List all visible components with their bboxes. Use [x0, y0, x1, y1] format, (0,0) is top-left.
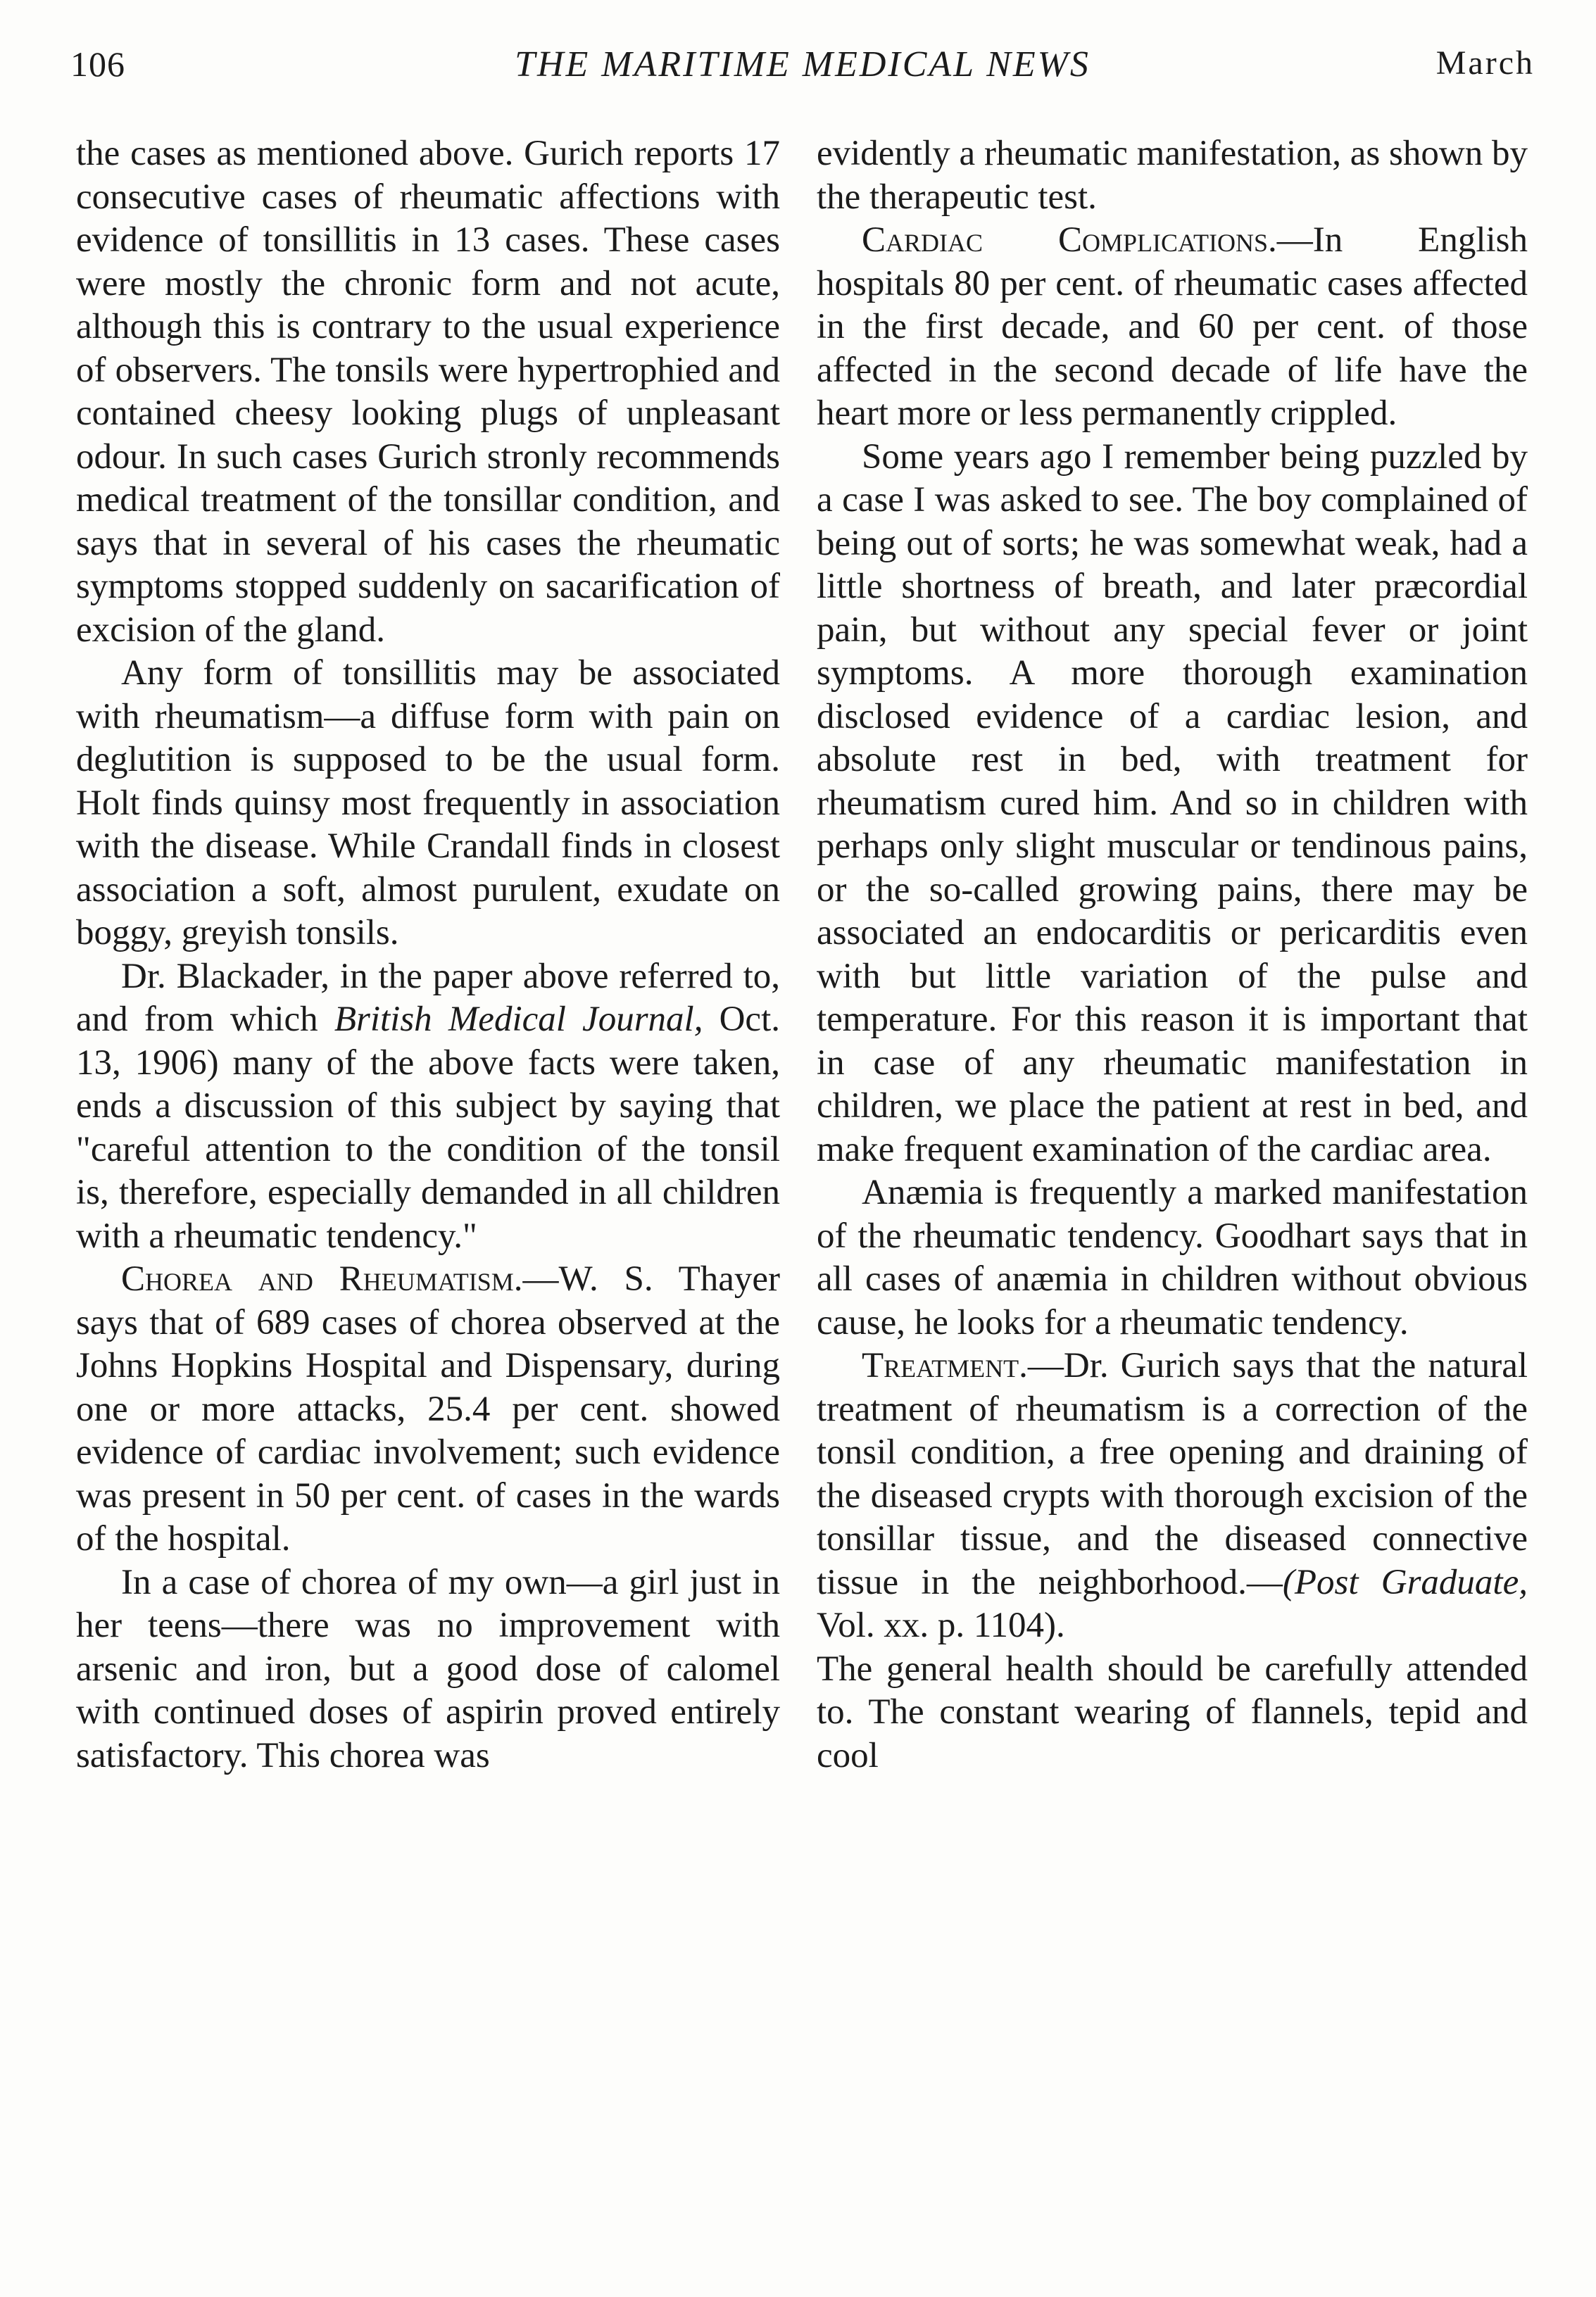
journal-title: THE MARITIME MEDICAL NEWS [515, 44, 1091, 84]
right-paragraph-5 [817, 1345, 1528, 1648]
right-paragraph-4: Anæmia is frequently a marked manifestation of the rheumatic tendency. Goodhart says that in all cases of anæmia in children without obvious cause, he looks for a rheumatic tendency. [817, 1173, 1528, 1342]
left-paragraph-1: the cases as mentioned above. Gurich reports 17 consecutive cases of rheumatic affections with evidence of tonsillitis in 13 cases. These cases were mostly the chronic form and not acute, although this is contrary to the usual experience of observers. The tonsils were hypertrophied and contained cheesy looking plugs of unpleasant odour. In such cases Gurich stronly recommends medical treatment of the tonsillar condition, and says that in several of his cases the rheumatic symptoms stopped suddenly on sacarification of excision of the gland. [76, 134, 780, 650]
right-paragraph-1: evidently a rheumatic manifestation, as shown by the therapeutic test. [817, 134, 1528, 217]
issue-month: March [1435, 44, 1535, 82]
right-paragraph-2 [817, 219, 1528, 436]
paragraph-text: —In English hospitals 80 per cent. of rheumatic cases affected in the first decade, and 60 per cent. of those affected in the second decade of life have the heart more or less permanently crippled. [817, 220, 1528, 433]
section-heading-treatment: Treatment. [862, 1346, 1028, 1385]
running-header [70, 44, 1535, 100]
section-heading-chorea: Chorea and Rheumatism. [121, 1259, 523, 1299]
page-number: 106 [70, 44, 125, 84]
journal-citation: (Post Graduate, [1282, 1562, 1528, 1602]
journal-citation: British Medical Journal, [334, 1000, 703, 1039]
left-paragraph-3 [76, 955, 780, 1259]
right-paragraph-6: The general health should be carefully attended to. The constant wearing of flannels, tepid and cool [817, 1649, 1528, 1775]
section-heading-cardiac: Cardiac Complications. [862, 220, 1277, 260]
paragraph-text: Dr. Blackader, in the paper above referred to, and from which [76, 956, 780, 1039]
right-paragraph-3: Some years ago I remember being puzzled by a case I was asked to see. The boy complained of being out of sorts; he was somewhat weak, had a little shortness of breath, and later præcordial pain, but without any special fever or joint symptoms. A more thorough examination disclosed evidence of a cardiac lesion, and absolute rest in bed, with treatment for rheumatism cured him. And so in children with perhaps only slight muscular or tendinous pains, or the so-called growing pains, there may be associated an endocarditis or pericarditis even with but little variation of the pulse and temperature. For this reason it is important that in case of any rheumatic manifestation in children, we place the patient at rest in bed, and make frequent examination of the cardiac area. [817, 436, 1528, 1169]
left-paragraph-4 [76, 1258, 780, 1561]
paragraph-text: —Dr. Gurich says that the natural treatment of rheumatism is a correction of the tonsil condition, a free opening and draining of the diseased crypts with thorough excision of the tonsillar tissue, and the diseased connective tissue in the neighborhood.— [817, 1346, 1528, 1602]
paragraph-text: Oct. 13, 1906) many of the above facts were taken, ends a discussion of this subject by saying that "careful attention to the condition of the tonsil is, therefore, especially demanded in all children with a rheumatic tendency." [76, 1000, 780, 1256]
paragraph-text: —W. S. Thayer says that of 689 cases of chorea observed at the Johns Hopkins Hospital and Dispensary, during one or more attacks, 25.4 per cent. showed evidence of cardiac involvement; such evidence was present in 50 per cent. of cases in the wards of the hospital. [76, 1259, 780, 1559]
right-column [817, 132, 1528, 1777]
left-column [76, 132, 780, 1777]
left-paragraph-5: In a case of chorea of my own—a girl just in her teens—there was no improvement with arsenic and iron, but a good dose of calomel with continued doses of aspirin proved entirely satisfactory. This chorea was [76, 1562, 780, 1775]
left-paragraph-2: Any form of tonsillitis may be associated with rheumatism—a diffuse form with pain on deglutition is supposed to be the usual form. Holt finds quinsy most frequently in association with the disease. While Crandall finds in closest association a soft, almost purulent, exudate on boggy, greyish tonsils. [76, 653, 780, 952]
paragraph-text: Vol. xx. p. 1104). [817, 1606, 1065, 1645]
